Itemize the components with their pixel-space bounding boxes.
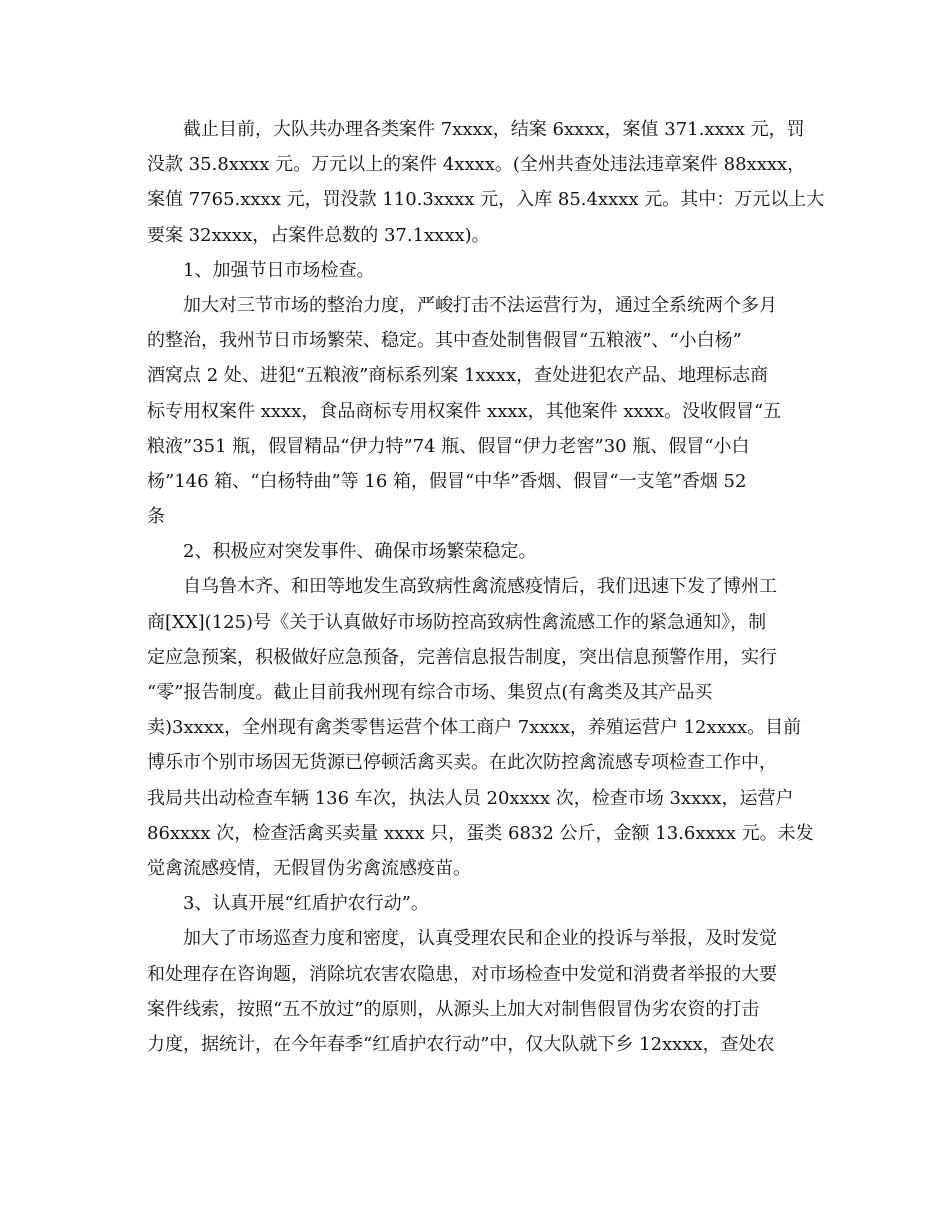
text-line: 觉禽流感疫情，无假冒伪劣禽流感疫苗。	[147, 857, 471, 879]
text-line: 酒窝点 2 处、进犯“五粮液”商标系列案 1xxxx，查处进犯农产品、地理标志商	[147, 365, 769, 387]
text-line: 博乐市个别市场因无货源已停顿活禽买卖。在此次防控禽流感专项检查工作中，	[147, 752, 777, 774]
text-line: 自乌鲁木齐、和田等地发生高致病性禽流感疫情后，我们迅速下发了博州工	[183, 576, 777, 598]
text-line: “零”报告制度。截止目前我州现有综合市场、集贸点(有禽类及其产品买	[147, 682, 713, 703]
text-line: 商[XX](125)号《关于认真做好市场防控高致病性禽流感工作的紧急通知》，制	[147, 611, 767, 633]
text-line: 3、认真开展“红盾护农行动”。	[183, 893, 429, 915]
text-line: 的整治，我州节日市场繁荣、稳定。其中查处制售假冒“五粮液”、“小白杨”	[147, 330, 742, 352]
text-line: 86xxxx 次，检查活禽买卖量 xxxx 只，蛋类 6832 公斤，金额 13.6xxxx 元。未发	[147, 822, 814, 844]
text-line: 2、积极应对突发事件、确保市场繁荣稳定。	[183, 541, 537, 563]
text-line: 截止目前，大队共办理各类案件 7xxxx，结案 6xxxx，案值 371.xxxx 元，罚	[183, 119, 805, 140]
text-line: 定应急预案，积极做好应急预备，完善信息报告制度，突出信息预警作用，实行	[147, 646, 777, 668]
text-line: 我局共出动检查车辆 136 车次，执法人员 20xxxx 次，检查市场 3xxxx，运营户	[147, 787, 794, 809]
text-line: 没款 35.8xxxx 元。万元以上的案件 4xxxx。(全州共查处违法违章案件 88xxxx，	[147, 154, 806, 176]
text-line: 粮液”351 瓶，假冒精品“伊力特”74 瓶、假冒“伊力老窖”30 瓶、假冒“小白	[147, 435, 750, 457]
text-line: 案件线索，按照“五不放过”的原则，从源头上加大对制售假冒伪劣农资的打击	[147, 998, 760, 1020]
text-line: 加大对三节市场的整治力度，严峻打击不法运营行为，通过全系统两个多月	[183, 294, 777, 316]
text-line: 要案 32xxxx，占案件总数的 37.1xxxx)。	[147, 224, 490, 246]
text-line: 条	[147, 506, 165, 528]
document-body	[147, 112, 825, 1062]
text-line: 加大了市场巡查力度和密度，认真受理农民和企业的投诉与举报，及时发觉	[183, 928, 777, 950]
text-line: 力度，据统计，在今年春季“红盾护农行动”中，仅大队就下乡 12xxxx，查处农	[147, 1033, 775, 1055]
text-line: 标专用权案件 xxxx，食品商标专用权案件 xxxx，其他案件 xxxx。没收假冒“五	[147, 400, 782, 422]
text-line: 和处理存在咨询题，消除坑农害农隐患，对市场检查中发觉和消费者举报的大要	[147, 963, 777, 985]
text-line: 卖)3xxxx，全州现有禽类零售运营个体工商户 7xxxx，养殖运营户 12xxxx。目前	[147, 717, 802, 739]
text-line: 案值 7765.xxxx 元，罚没款 110.3xxxx 元，入库 85.4xxxx 元。其中：万元以上大	[147, 189, 825, 211]
text-line: 1、加强节日市场检查。	[183, 259, 375, 281]
text-line: 杨”146 箱、“白杨特曲”等 16 箱，假冒“中华”香烟、假冒“一支笔”香烟 52	[147, 470, 747, 492]
